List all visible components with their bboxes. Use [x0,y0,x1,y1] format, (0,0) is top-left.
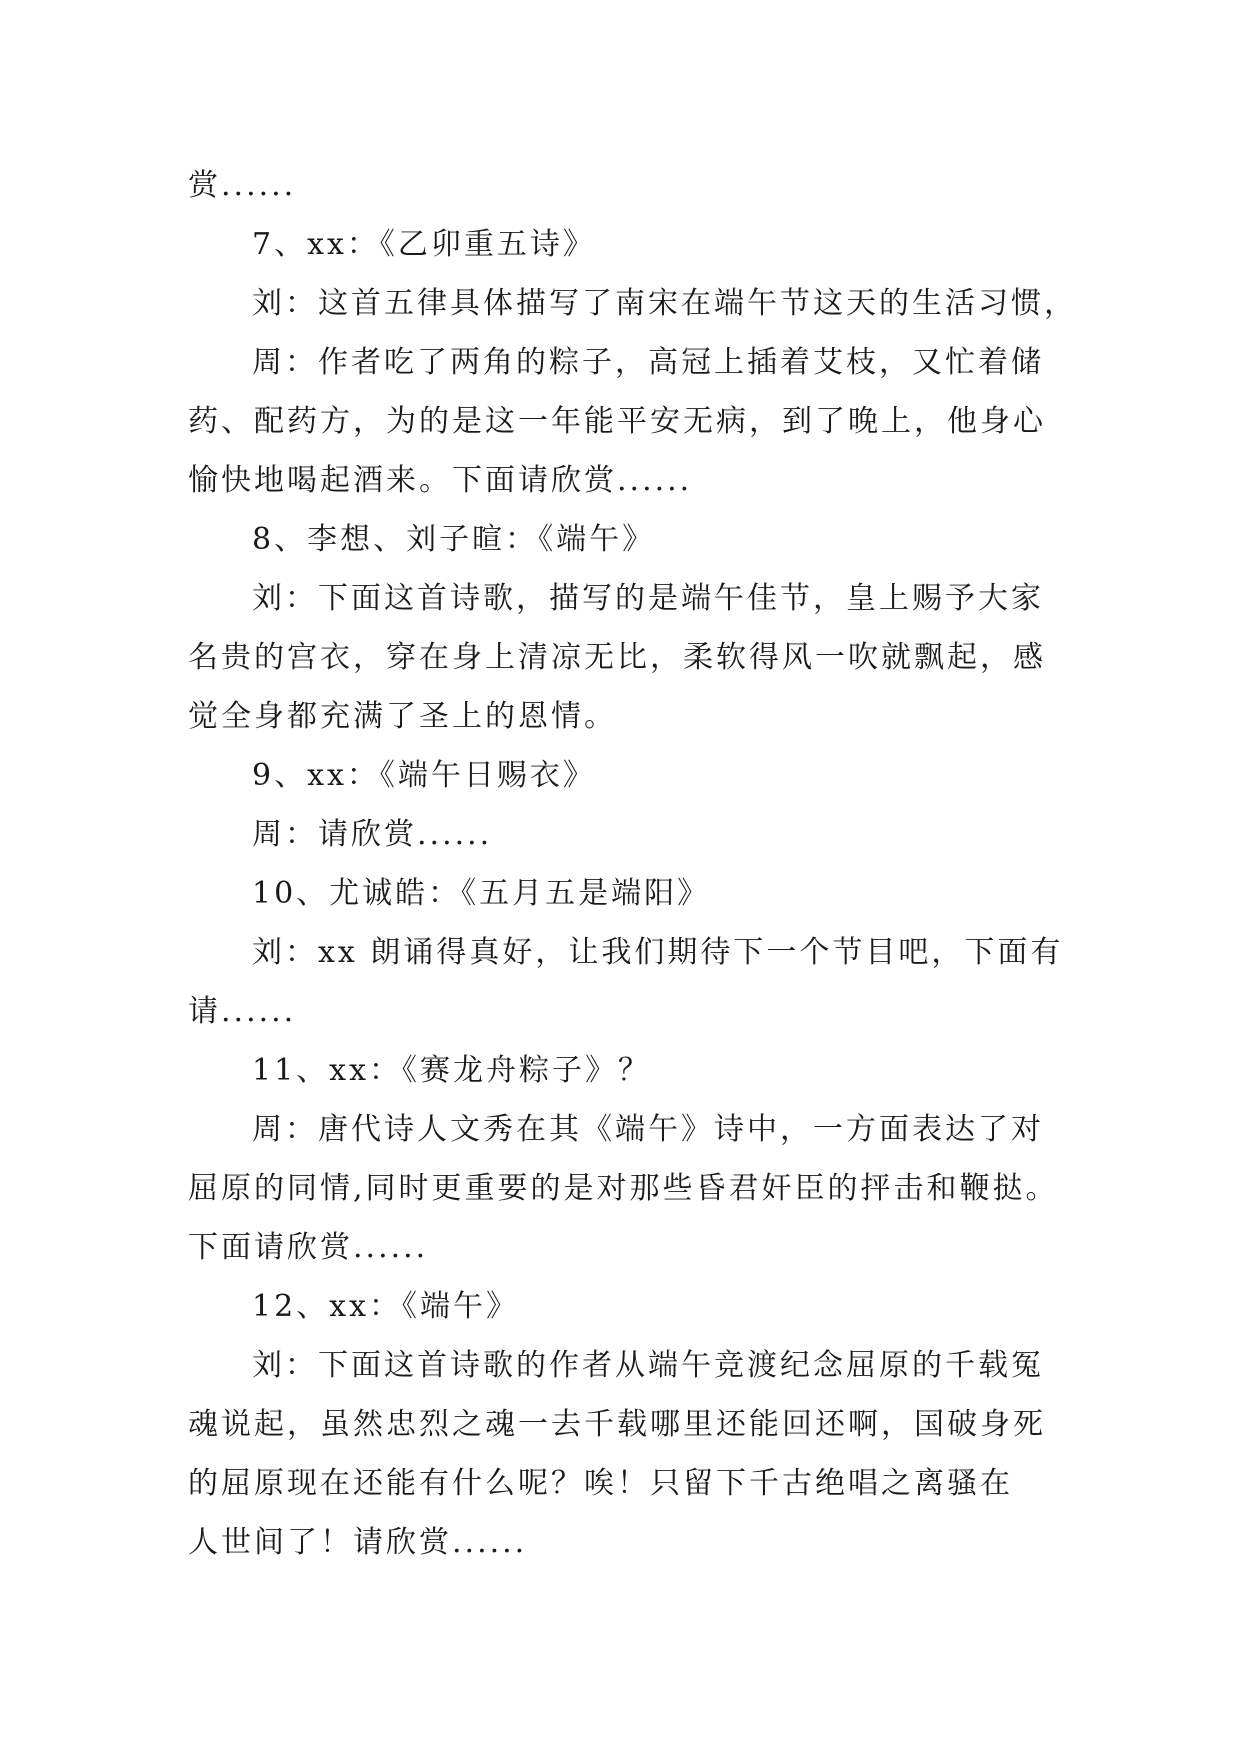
program-heading: 8、李想、刘子暄：《端午》 [252,522,656,557]
text-line: 愉快地喝起酒来。下面请欣赏...... [188,463,693,498]
program-heading: 9、xx：《端午日赐衣》 [252,758,596,793]
text-line: 下面请欣赏...... [188,1230,429,1265]
text-line: 名贵的宫衣，穿在身上清凉无比，柔软得风一吹就飘起，感 [188,640,1046,675]
text-line: 的屈原现在还能有什么呢？唉！只留下千古绝唱之离骚在 [188,1466,1013,1501]
program-heading: 10、尤诚皓：《五月五是端阳》 [252,876,711,911]
program-heading: 11、xx：《赛龙舟粽子》？ [252,1053,652,1088]
text-line: 刘：下面这首诗歌，描写的是端午佳节，皇上赐予大家 [252,581,1044,616]
text-line: 屈原的同情,同时更重要的是对那些昏君奸臣的抨击和鞭挞。 [188,1171,1059,1206]
text-line: 周：作者吃了两角的粽子，高冠上插着艾枝，又忙着储 [252,345,1044,380]
text-line: 请...... [188,994,297,1029]
text-line: 赏...... [188,168,297,203]
program-heading: 12、xx：《端午》 [252,1289,520,1324]
program-heading: 7、xx：《乙卯重五诗》 [252,227,596,262]
text-line: 刘：下面这首诗歌的作者从端午竞渡纪念屈原的千载冤 [252,1348,1044,1383]
text-line: 刘：这首五律具体描写了南宋在端午节这天的生活习惯， [252,286,1077,321]
text-line: 人世间了！请欣赏...... [188,1525,528,1560]
text-line: 周：唐代诗人文秀在其《端午》诗中，一方面表达了对 [252,1112,1044,1147]
text-line: 药、配药方，为的是这一年能平安无病，到了晚上，他身心 [188,404,1046,439]
text-line: 觉全身都充满了圣上的恩情。 [188,699,617,734]
text-line: 魂说起，虽然忠烈之魂一去千载哪里还能回还啊，国破身死 [188,1407,1046,1442]
text-line: 刘：xx 朗诵得真好，让我们期待下一个节目吧，下面有 [252,935,1064,970]
text-line: 周：请欣赏...... [252,817,493,852]
